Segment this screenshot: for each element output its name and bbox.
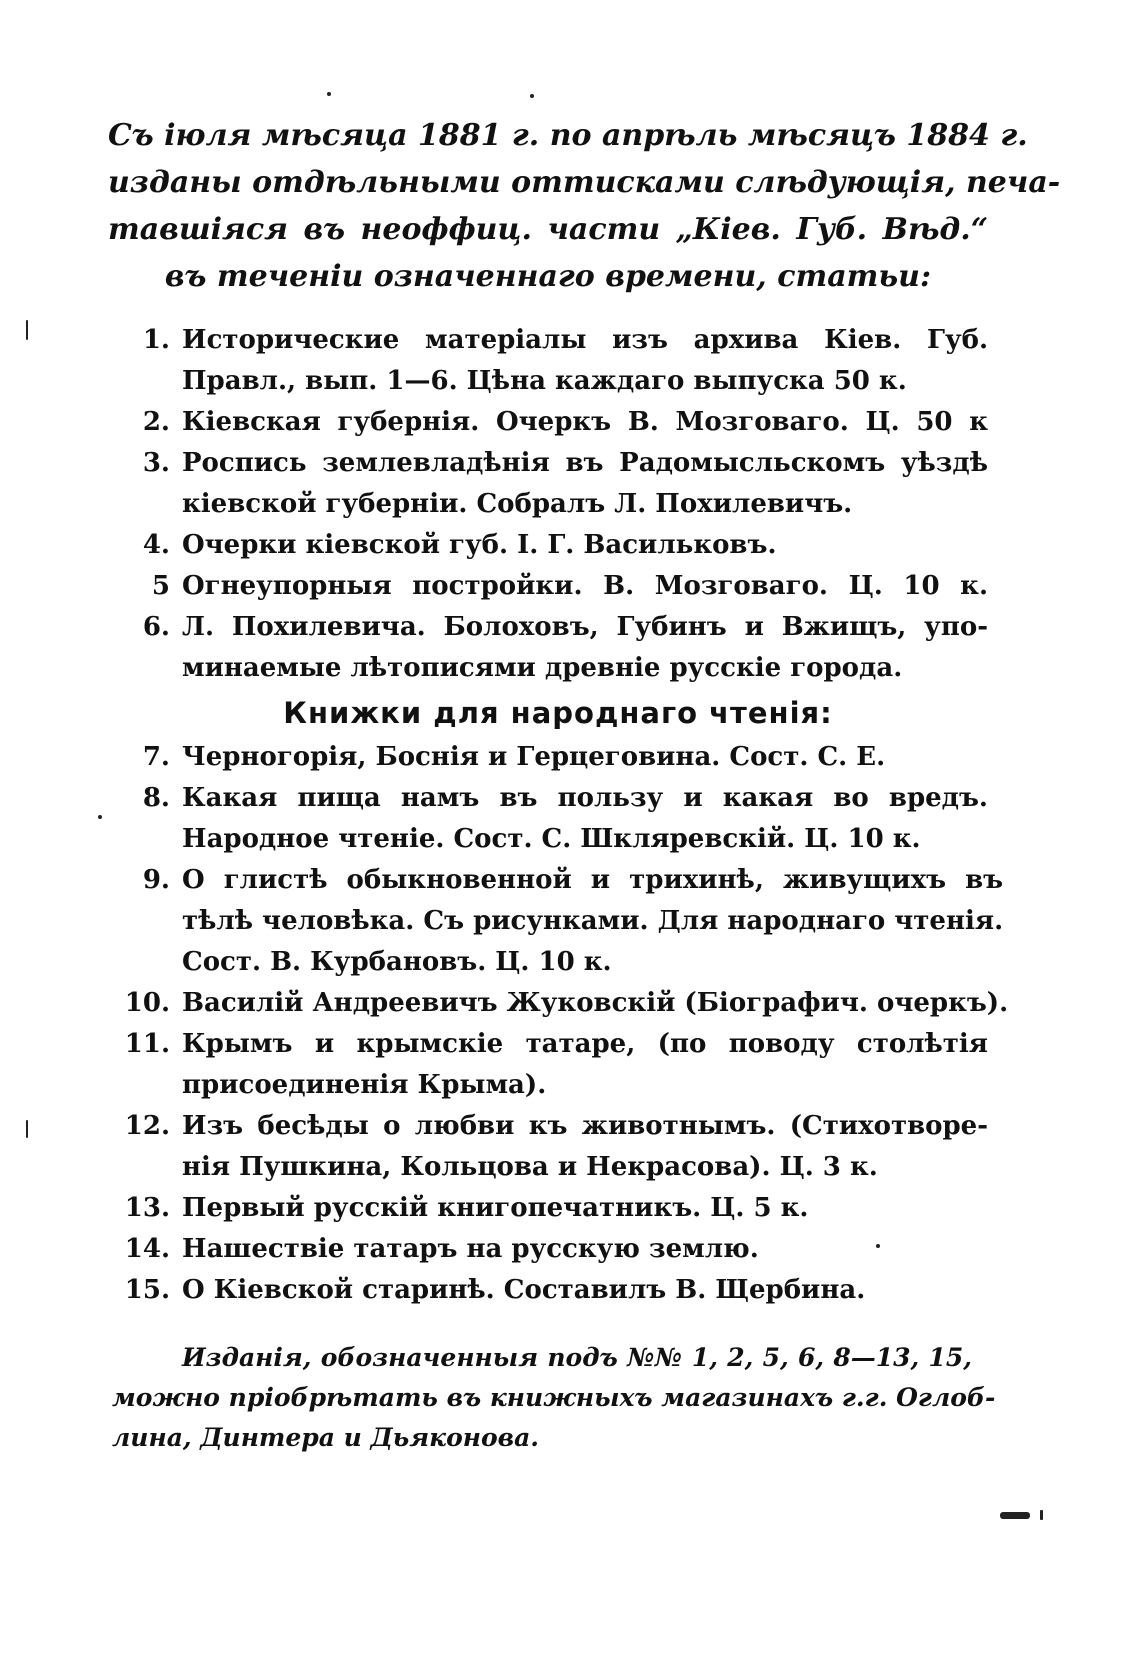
item-number: 6. bbox=[142, 612, 170, 642]
list-item bbox=[108, 320, 988, 402]
item-number: 12. bbox=[124, 1111, 170, 1141]
list-item bbox=[108, 525, 988, 566]
intro-line: изданы отдѣльными оттисками слѣдующія, печа- bbox=[108, 165, 1061, 200]
print-speck bbox=[327, 92, 331, 96]
print-speck bbox=[1040, 1510, 1043, 1520]
item-text bbox=[182, 1188, 988, 1229]
note-line: можно пріобрѣтать въ книжныхъ магазинахъ г.г. Оглоб- bbox=[112, 1383, 996, 1412]
list-item bbox=[108, 1188, 988, 1229]
list-item bbox=[108, 1229, 988, 1270]
item-line: Роспись землевладѣнія въ Радомысльскомъ уѣздѣ bbox=[182, 448, 988, 478]
availability-note bbox=[112, 1338, 996, 1458]
list-item bbox=[108, 860, 1004, 983]
item-line: Первый русскій книгопечатникъ. Ц. 5 к. bbox=[182, 1193, 809, 1223]
list-item bbox=[108, 566, 988, 607]
section-heading: Книжки для народнаго чтенія: bbox=[283, 696, 833, 730]
item-text bbox=[182, 778, 988, 860]
intro-line: въ теченіи означеннаго времени, статьи: bbox=[164, 259, 932, 294]
list-item bbox=[108, 1270, 988, 1311]
item-text bbox=[182, 1229, 988, 1270]
item-text bbox=[182, 1106, 988, 1188]
item-number: 10. bbox=[124, 988, 170, 1018]
print-speck bbox=[26, 320, 28, 340]
item-line: Какая пища намъ въ пользу и какая во вредъ. bbox=[182, 783, 988, 813]
item-number: 2. bbox=[142, 407, 170, 437]
item-line: Правл., вып. 1—6. Цѣна каждаго выпуска 50 к. bbox=[182, 366, 907, 396]
list-item bbox=[108, 1106, 988, 1188]
item-line: Крымъ и крымскіе татаре, (по поводу столѣтія bbox=[182, 1029, 988, 1059]
list-item bbox=[108, 1024, 988, 1106]
item-text bbox=[182, 402, 988, 443]
print-speck bbox=[98, 815, 102, 819]
item-number: 4. bbox=[142, 530, 170, 560]
item-line: Черногорія, Боснія и Герцеговина. Сост. С. Е. bbox=[182, 742, 886, 772]
note-line: Изданія, обозначенныя подъ №№ 1, 2, 5, 6, 8—13, 15, bbox=[182, 1343, 972, 1372]
item-number: 8. bbox=[142, 783, 170, 813]
item-text bbox=[182, 860, 1003, 983]
item-number: 14. bbox=[124, 1234, 170, 1264]
item-line: Исторические матеріалы изъ архива Кіев. Губ. bbox=[182, 325, 988, 355]
print-speck bbox=[530, 94, 534, 98]
item-number: 5 bbox=[151, 571, 170, 601]
list-item bbox=[108, 778, 988, 860]
intro-line: тавшіяся въ неоффиц. части „Кіев. Губ. Вѣд.“ bbox=[108, 212, 988, 247]
intro-line: Съ іюля мѣсяца 1881 г. по апрѣль мѣсяцъ 1884 г. bbox=[108, 118, 1028, 153]
item-line: кіевской губерніи. Собралъ Л. Похилевичъ. bbox=[182, 489, 853, 519]
item-line: Нашествіе татаръ на русскую землю. bbox=[182, 1234, 759, 1264]
item-number: 13. bbox=[124, 1193, 170, 1223]
print-speck bbox=[26, 1120, 28, 1138]
intro-paragraph bbox=[108, 112, 1061, 300]
item-line: Огнеупорныя постройки. В. Мозговаго. Ц. 10 к. bbox=[182, 571, 988, 601]
item-line: Очерки кіевской губ. І. Г. Васильковъ. bbox=[182, 530, 777, 560]
item-number: 7. bbox=[142, 742, 170, 772]
item-text bbox=[182, 1270, 988, 1311]
item-text bbox=[182, 737, 988, 778]
item-number: 3. bbox=[142, 448, 170, 478]
item-line: О Кіевской старинѣ. Составилъ В. Щербина. bbox=[182, 1275, 866, 1305]
item-text bbox=[182, 983, 1008, 1024]
item-number: 15. bbox=[124, 1275, 170, 1305]
item-line: Изъ бесѣды о любви къ животнымъ. (Стихотворе- bbox=[182, 1111, 988, 1141]
item-line: тѣлѣ человѣка. Съ рисунками. Для народнаго чтенія. bbox=[182, 906, 1004, 936]
item-text bbox=[182, 566, 988, 607]
item-text bbox=[182, 1024, 988, 1106]
item-number: 11. bbox=[124, 1029, 170, 1059]
list-item bbox=[108, 402, 988, 443]
item-line: Сост. В. Курбановъ. Ц. 10 к. bbox=[182, 947, 612, 977]
item-number: 9. bbox=[142, 865, 170, 895]
item-line: Василій Андреевичъ Жуковскій (Біографич. очеркъ). bbox=[182, 988, 1009, 1018]
publication-list bbox=[108, 320, 1009, 1311]
item-text bbox=[182, 607, 988, 689]
item-text bbox=[182, 320, 988, 402]
item-text bbox=[182, 443, 988, 525]
list-item bbox=[108, 443, 988, 525]
item-line: Кіевская губернія. Очеркъ В. Мозговаго. Ц. 50 к bbox=[182, 407, 988, 437]
item-number: 1. bbox=[142, 325, 170, 355]
list-item bbox=[108, 983, 1009, 1024]
item-text bbox=[182, 525, 988, 566]
item-line: Л. Похилевича. Болоховъ, Губинъ и Вжищъ, упо- bbox=[182, 612, 988, 642]
item-line: нія Пушкина, Кольцова и Некрасова). Ц. 3 к. bbox=[182, 1152, 878, 1182]
item-line: минаемые лѣтописями древніе русскіе города. bbox=[182, 653, 903, 683]
print-speck bbox=[1000, 1512, 1030, 1519]
note-line: лина, Динтера и Дьяконова. bbox=[112, 1423, 539, 1452]
list-item bbox=[108, 607, 988, 689]
item-line: присоединенія Крыма). bbox=[182, 1070, 547, 1100]
item-line: О глистѣ обыкновенной и трихинѣ, живущихъ въ bbox=[182, 865, 1004, 895]
item-line: Народное чтеніе. Сост. С. Шкляревскій. Ц. 10 к. bbox=[182, 824, 921, 854]
list-item bbox=[108, 737, 988, 778]
